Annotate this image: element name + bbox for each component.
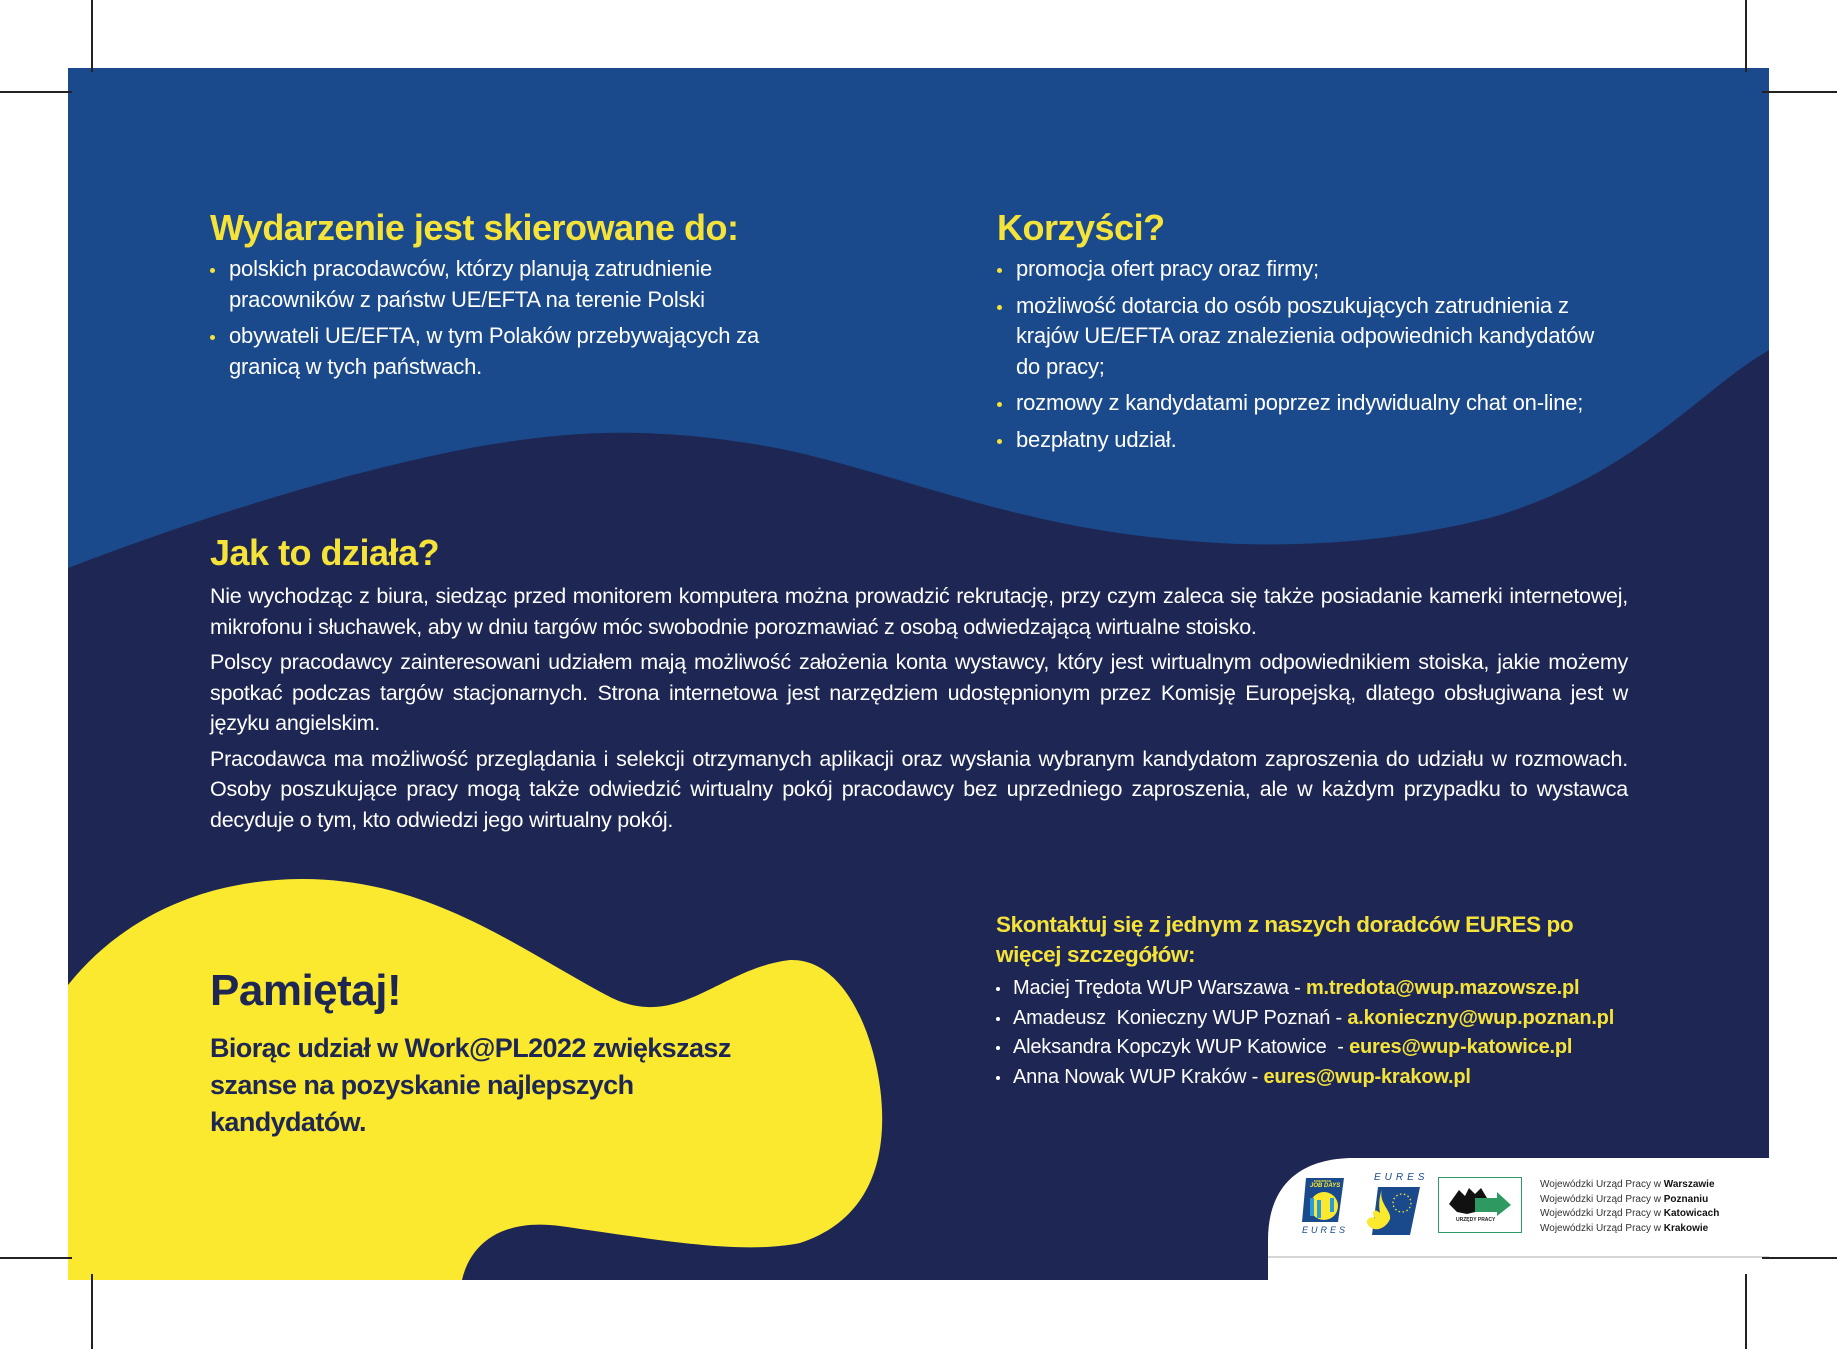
institution-item	[1540, 1178, 1719, 1193]
institution-city: Krakowie	[1663, 1222, 1709, 1234]
crop-mark	[91, 1274, 93, 1349]
footer-logos	[1298, 1172, 1758, 1242]
list-item	[997, 388, 1657, 419]
contact-section	[996, 910, 1696, 1092]
contact-name: Aleksandra Kopczyk WUP Katowice -	[1013, 1036, 1350, 1058]
european-job-days-logo	[1300, 1176, 1349, 1238]
institution-item	[1540, 1193, 1719, 1208]
how-it-works-paragraph: Nie wychodząc z biura, siedząc przed monitorem komputera można prowadzić rekrutację, przy czym zaleca się także posiadanie kamerki internetowej, mikrofonu i słuchawek, aby w dniu targów móc swobodnie porozmawiać z osobą odwiedzającą wirtualne stoisko.	[210, 584, 1628, 639]
crop-mark	[0, 91, 72, 93]
list-item-text: bezpłatny udział.	[1016, 426, 1177, 452]
how-it-works-title: Jak to działa?	[210, 532, 440, 573]
list-item	[997, 425, 1657, 456]
benefits-title: Korzyści?	[997, 207, 1165, 248]
benefits-section	[997, 208, 1657, 461]
crop-mark	[0, 1257, 72, 1259]
bullet-icon	[997, 439, 1002, 444]
institution-prefix: Wojewódzki Urząd Pracy w	[1540, 1222, 1664, 1234]
institution-city: Warszawie	[1663, 1179, 1715, 1190]
contact-email-link[interactable]: eures@wup-krakow.pl	[1263, 1065, 1471, 1088]
bullet-icon	[996, 1076, 1000, 1080]
remember-text: Biorąc udział w Work@PL2022 zwiększasz szanse na pozyskanie najlepszych kandydatów.	[210, 1033, 731, 1137]
crop-mark	[1745, 0, 1747, 72]
remember-title: Pamiętaj!	[210, 966, 402, 1015]
bullet-icon	[997, 268, 1002, 273]
institution-prefix: Wojewódzki Urząd Pracy w	[1540, 1193, 1664, 1205]
how-it-works-section	[210, 533, 1628, 840]
contact-list	[996, 974, 1696, 1092]
contact-item	[996, 974, 1696, 1004]
contact-name: Anna Nowak WUP Kraków -	[1013, 1065, 1264, 1088]
job-days-top-text: EUROPEAN	[1314, 1179, 1332, 1183]
how-it-works-paragraph: Polscy pracodawcy zainteresowani udziałem mają możliwość założenia konta wystawcy, który jest wirtualnym odpowiednikiem stoiska, jakie możemy spotkać podczas targów stacjonarnych. Strona internetowa jest narzędziem udostępnionym przez Komisję Europejską, dlatego obsługiwana jest w języku angielskim.	[210, 650, 1628, 735]
bullet-icon	[997, 305, 1002, 310]
list-item-text: obywateli UE/EFTA, w tym Polaków przebywających za granicą w tych państwach.	[229, 323, 759, 379]
institution-prefix: Wojewódzki Urząd Pracy w	[1540, 1179, 1664, 1190]
eures-hand-icon	[1364, 1185, 1422, 1237]
contact-email-link[interactable]: a.konieczny@wup.poznan.pl	[1347, 1006, 1615, 1029]
institution-prefix: Wojewódzki Urząd Pracy w	[1540, 1208, 1664, 1219]
benefits-list	[997, 254, 1657, 455]
crop-mark	[91, 0, 93, 72]
institution-list	[1540, 1178, 1719, 1236]
crop-mark	[1745, 1274, 1747, 1349]
target-audience-list	[210, 254, 830, 382]
eures-logo-text: EURES	[1374, 1172, 1429, 1183]
list-item	[997, 254, 1657, 285]
bullet-icon	[210, 335, 215, 340]
remember-section	[210, 966, 810, 1141]
bullet-icon	[996, 987, 1000, 991]
urzedy-pracy-logo	[1438, 1177, 1522, 1233]
institution-item	[1540, 1222, 1719, 1237]
contact-name: Amadeusz Konieczny WUP Poznań -	[1013, 1006, 1348, 1029]
list-item-text: promocja ofert pracy oraz firmy;	[1016, 256, 1319, 281]
bullet-icon	[996, 1046, 1000, 1050]
urzedy-pracy-arrow-icon	[1447, 1186, 1515, 1216]
crop-mark	[1762, 91, 1837, 93]
list-item-text: polskich pracodawców, którzy planują zatrudnienie pracowników z państw UE/EFTA na terenie Polski	[229, 256, 713, 312]
list-item-text: możliwość dotarcia do osób poszukujących zatrudnienia z krajów UE/EFTA oraz znalezienia odpowiednich kandydatów do pracy;	[1016, 292, 1595, 379]
crop-mark	[1762, 1257, 1837, 1259]
job-days-mid-text: JOB DAYS	[1310, 1183, 1341, 1189]
bullet-icon	[997, 402, 1002, 407]
list-item	[210, 321, 830, 382]
contact-email-link[interactable]: m.tredota@wup.mazowsze.pl	[1305, 977, 1580, 999]
institution-city: Katowicach	[1663, 1208, 1720, 1219]
institution-item	[1540, 1207, 1719, 1222]
list-item-text: rozmowy z kandydatami poprzez indywidualny chat on-line;	[1016, 390, 1584, 415]
list-item	[997, 291, 1657, 383]
institution-city: Poznaniu	[1663, 1193, 1709, 1205]
contact-item	[996, 1004, 1696, 1034]
bullet-icon	[996, 1017, 1000, 1021]
urzedy-pracy-text: URZĘDY PRACY	[1456, 1217, 1496, 1223]
contact-item	[996, 1033, 1696, 1063]
contact-title: Skontaktuj się z jednym z naszych doradców EURES po więcej szczegółów:	[996, 912, 1574, 967]
list-item	[210, 254, 830, 315]
bullet-icon	[210, 268, 215, 273]
job-days-bottom-text: EURES	[1302, 1225, 1349, 1235]
how-it-works-paragraph: Pracodawca ma możliwość przeglądania i selekcji otrzymanych aplikacji oraz wysłania wybranym kandydatom zaproszenia do udziału w rozmowach. Osoby poszukujące pracy mogą także odwiedzić wirtualny pokój pracodawcy bez uprzedniego zaproszenia, ale w każdym przypadku to wystawca decyduje o tym, kto odwiedzi jego wirtualny pokój.	[210, 746, 1628, 832]
target-audience-title: Wydarzenie jest skierowane do:	[210, 207, 739, 248]
contact-item	[996, 1063, 1696, 1093]
contact-email-link[interactable]: eures@wup-katowice.pl	[1349, 1036, 1573, 1058]
target-audience-section	[210, 208, 830, 388]
eures-logo	[1364, 1172, 1429, 1240]
contact-name: Maciej Trędota WUP Warszawa -	[1013, 977, 1306, 999]
